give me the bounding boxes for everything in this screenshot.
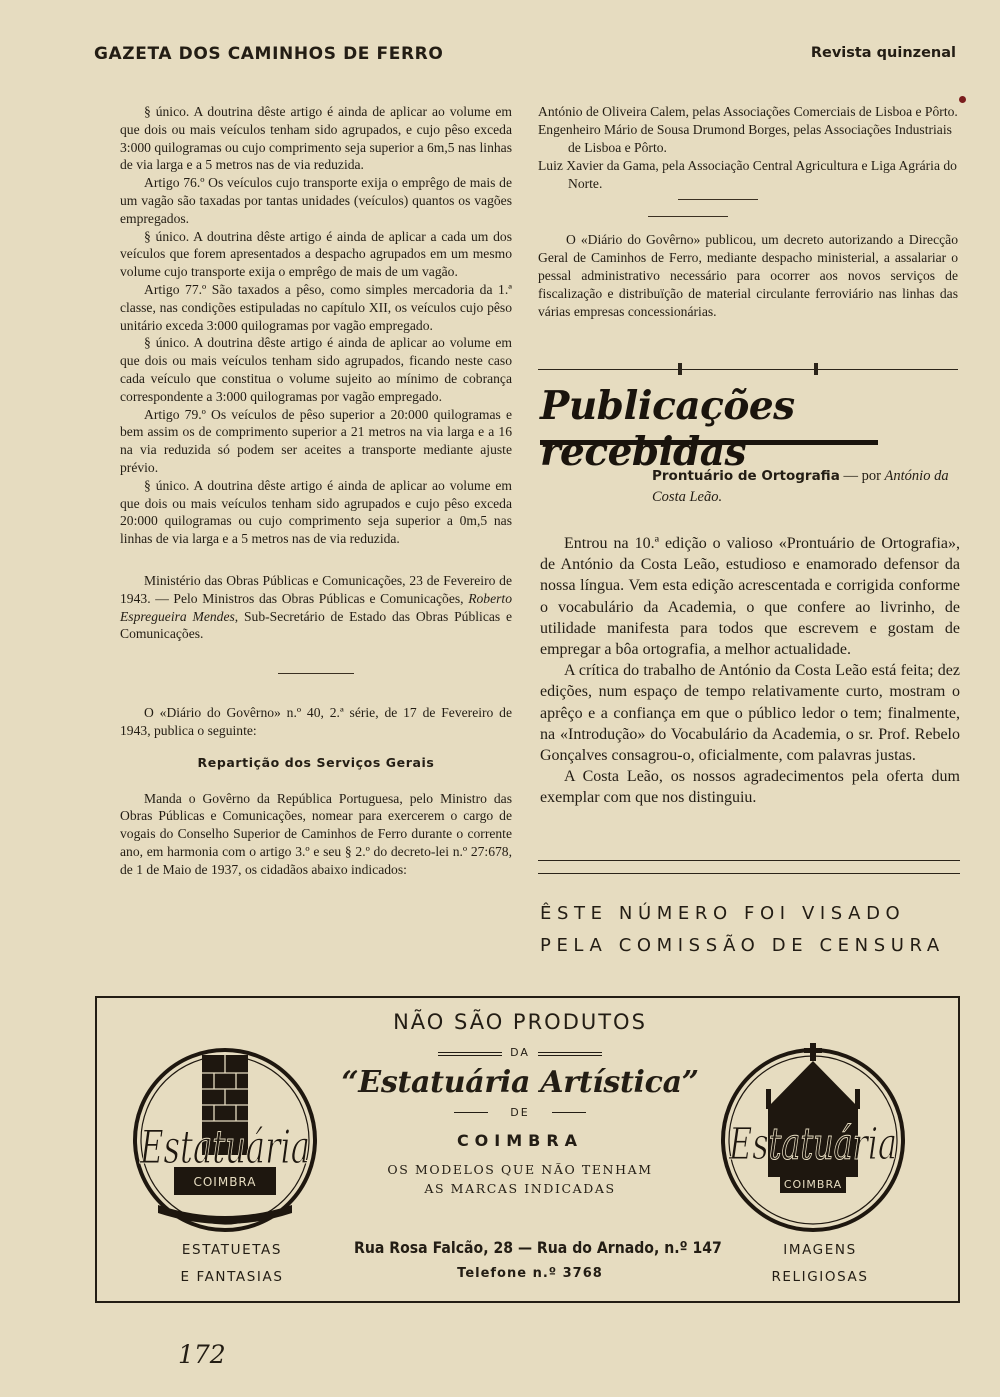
section-divider [538, 873, 960, 874]
paragraph: Artigo 76.º Os veículos cujo transporte exija o emprêgo de mais de um vagão são taxadas por tantas unidades (veículos) quantos os vagões empregados. [120, 175, 512, 226]
signature-text: Ministério das Obras Públicas e Comunicações, 23 de Fevereiro de 1943. — Pelo Ministros das Obras Públicas e Comunicações, [120, 572, 512, 606]
advert-models-line: OS MODELOS QUE NÃO TENHAM [387, 1162, 653, 1177]
advert-center [320, 1010, 720, 1198]
section-divider [538, 860, 960, 861]
paragraph: A Costa Leão, os nossos agradecimentos pela oferta dum exemplar com que nos distinguiu. [540, 768, 960, 807]
paragraph: § único. A doutrina dêste artigo é ainda de aplicar ao volume em que dois ou mais veículos tenham sido agrupados, ficando neste caso cada veículo que constitua o volume sujeito ao mínimo de cobrança correspondente a 3:000 quilogramas por vagão empregado. [120, 335, 512, 404]
advert-address: Rua Rosa Falcão, 28 — Rua do Arnado, n.º 147 [354, 1238, 722, 1257]
section-subheading: Repartição dos Serviços Gerais [197, 754, 435, 770]
section-divider [648, 216, 728, 217]
book-heading [652, 466, 960, 508]
caption-line: IMAGENS [783, 1242, 857, 1258]
logo-city: COIMBRA [193, 1175, 257, 1189]
advert-headline: NÃO SÃO PRODUTOS [393, 1010, 647, 1034]
advert-models-line: AS MARCAS INDICADAS [424, 1181, 616, 1196]
ink-spot [959, 96, 966, 103]
estatuaria-logo-left [130, 1045, 320, 1235]
logo-wordmark: Estatuária [728, 1119, 897, 1170]
council-member: Luiz Xavier da Gama, pela Associação Central Agricultura e Liga Agrária do Norte. [538, 158, 957, 191]
section-title: Publicações recebidas [540, 383, 795, 475]
paragraph: A crítica do trabalho de António da Costa Leão está feita; dez edições, num espaço de tempo relativamente curto, mostram o aprêço e a confiança em que o público ledor o tem; finalmente, na «Introdução» do Vocabulário da Academia, o sr. Prof. Rebelo Gonçalves consagrou-o, oficialmente, com palavras justas. [540, 662, 960, 765]
ministry-signature [120, 572, 512, 643]
advert-city: COIMBRA [456, 1131, 584, 1150]
title-underline [540, 440, 878, 445]
advert-brand: “Estatuária Artística” [341, 1065, 699, 1100]
book-author: António da Costa Leão. [652, 468, 949, 505]
signature-text: , Sub-Secretário de Estado das Obras Públicas e Comunicações. [120, 608, 513, 642]
advert-da: DA [320, 1046, 720, 1059]
paragraph: § único. A doutrina dêste artigo é ainda de aplicar ao volume em que dois ou mais veículos tenham sido agrupados, e cujo pêso exceda 3:000 quilogramas ou cujo comprimento seja superior a 6m,5 nas linhas de via larga e a 5 metros nas de via reduzida. [120, 104, 512, 173]
paragraph: Manda o Govêrno da República Portuguesa, pelo Ministro das Obras Públicas e Comunicações, nomear para exercerem o cargo de vogais do Conselho Superior de Caminhos de Ferro durante o corrente ano, em harmonia com o artigo 3.º e seu § 2.º do decreto-lei n.º 27:678, de 1 de Maio de 1937, os cidadãos abaixo indicados: [120, 790, 512, 877]
council-member: Engenheiro Mário de Sousa Drumond Borges, pelas Associações Industriais de Lisboa e Pôrto. [538, 122, 952, 155]
signatory-name: Roberto Espregueira Mendes [120, 590, 512, 624]
advert-phone: Telefone n.º 3768 [457, 1266, 603, 1281]
caption-line: RELIGIOSAS [771, 1269, 869, 1285]
section-separator [538, 369, 958, 370]
book-title: Prontuário de Ortografia [652, 468, 840, 484]
diario-intro: O «Diário do Govêrno» n.º 40, 2.ª série, de 17 de Fevereiro de 1943, publica o seguinte: [120, 705, 512, 738]
book-by: — por [839, 468, 885, 484]
advert-right-caption [735, 1237, 905, 1291]
masthead-title: GAZETA DOS CAMINHOS DE FERRO [94, 44, 444, 64]
advert-de: DE [320, 1106, 720, 1119]
caption-line: E FANTASIAS [180, 1269, 284, 1285]
paragraph: § único. A doutrina dêste artigo é ainda de aplicar ao volume em que dois ou mais veículos tenham sido agrupados e cujo pêso exceda 20:000 quilogramas ou cujo comprimento seja superior a 0m,5 nas linhas de via larga e a 5 metros nas de via reduzida. [120, 477, 512, 547]
censorship-notice-line: ÊSTE NÚMERO FOI VISADO [540, 903, 906, 924]
right-column-top [538, 103, 958, 335]
paragraph: Artigo 79.º Os veículos de pêso superior a 20:000 quilogramas e bem assim os de comprimento superior a 21 metros na via larga e a 16 na via reduzida só podem ser aceites a transporte mediante ajuste prévio. [120, 406, 512, 475]
paragraph: § único. A doutrina dêste artigo é ainda de aplicar a cada um dos veículos que forem apresentados a despacho agrupados em um mesmo volume cujo transporte exija o emprêgo de mais de um vagão. [120, 228, 512, 280]
separator-mark [814, 363, 818, 375]
logo-wordmark: Estatuária [139, 1120, 310, 1174]
estatuaria-logo-right [718, 1045, 908, 1235]
logo-city: COIMBRA [783, 1178, 843, 1191]
paragraph: Entrou na 10.ª edição o valioso «Prontuário de Ortografia», de António da Costa Leão, estudioso e enamorado defensor da nossa língua. Vem esta edição acrescentada e corrigida conforme o vocabulário da Academia, o que confere ao livrinho, de utilidade manifesta para todos que escrevem e gostam de empregar a bôa ortografia, a melhor actualidade. [540, 535, 960, 659]
advert-left-caption [147, 1237, 317, 1291]
section-divider [278, 673, 354, 674]
left-column [120, 103, 512, 878]
section-divider [678, 199, 758, 200]
masthead-subtitle: Revista quinzenal [810, 45, 956, 61]
council-member: António de Oliveira Calem, pelas Associações Comerciais de Lisboa e Pôrto. [538, 104, 958, 119]
censorship-notice-line: PELA COMISSÃO DE CENSURA [540, 935, 945, 956]
diario-notice: O «Diário do Govêrno» publicou, um decreto autorizando a Direcção Geral de Caminhos de Ferro, mediante despacho ministerial, a assalariar o pessal administrativo necessário para ocorrer aos novos serviços de fiscalização e distribuïção de material circulante ferroviário nas linhas das várias empresas concessionárias. [538, 232, 958, 319]
advert-models [320, 1160, 720, 1198]
page-number: 172 [178, 1340, 226, 1369]
book-review [540, 533, 960, 809]
caption-line: ESTATUETAS [181, 1242, 283, 1258]
separator-mark [678, 363, 682, 375]
paragraph: Artigo 77.º São taxados a pêso, como simples mercadoria da 1.ª classe, nas condições estipuladas no capítulo XII, os veículos cujo pêso unitário exceda 3:000 quilogramas por vagão empregado. [120, 281, 512, 333]
